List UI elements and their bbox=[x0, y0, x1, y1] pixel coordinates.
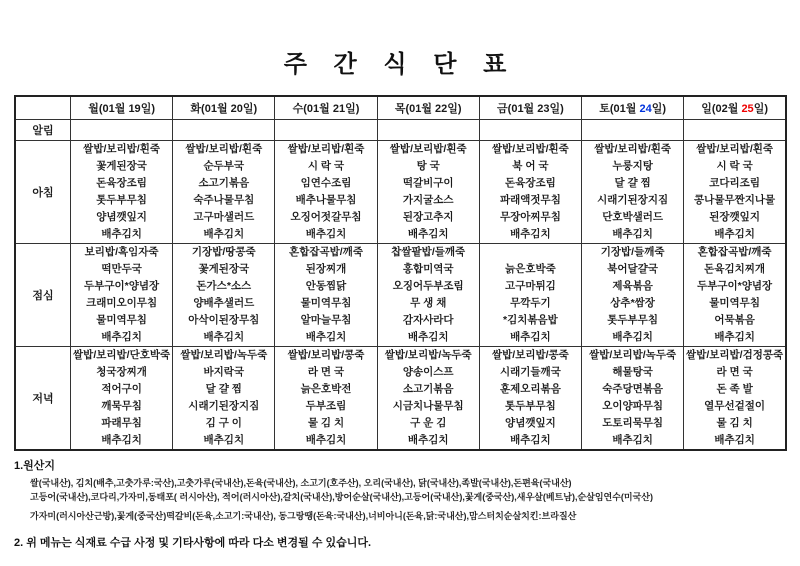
menu-item: 배추김치 bbox=[101, 331, 142, 343]
menu-item: 달 걀 찜 bbox=[614, 177, 651, 189]
menu-item: 톳두부무침 bbox=[607, 314, 658, 326]
dinner-menu-cell bbox=[582, 347, 684, 451]
menu-item: 시래기된장지짐 bbox=[597, 194, 669, 206]
menu-item: 쌀밥/보리밥/흰죽 bbox=[491, 143, 569, 155]
lunch-menu-cell bbox=[377, 244, 479, 347]
menu-item: 순두부국 bbox=[203, 160, 245, 172]
menu-item: 쌀밥/보리밥/콩죽 bbox=[491, 349, 569, 361]
footer-note: 2. 위 메뉴는 식재료 수급 사정 및 기타사항에 따라 다소 변경될 수 있습니다. bbox=[14, 537, 372, 549]
menu-item: 북어달걀국 bbox=[607, 263, 658, 275]
menu-item: 아삭이된장무침 bbox=[188, 314, 260, 326]
menu-item: 파래무침 bbox=[101, 417, 142, 429]
menu-item: 보리밥/흑임자죽 bbox=[84, 246, 159, 258]
menu-item: 숙주나물무침 bbox=[193, 194, 255, 206]
day-header-3: 수(01월 21일) bbox=[275, 96, 377, 120]
menu-item: 배추김치 bbox=[101, 228, 142, 240]
row-label-notice: 알림 bbox=[15, 120, 71, 141]
menu-item: 배추김치 bbox=[612, 228, 653, 240]
menu-item: 가지굴소스 bbox=[402, 194, 454, 206]
menu-item: 꽃게된장국 bbox=[198, 263, 250, 275]
menu-item: 고구마샐러드 bbox=[193, 211, 255, 223]
menu-item bbox=[480, 244, 581, 261]
menu-item: 열무선겉절이 bbox=[704, 400, 766, 412]
menu-item: 시래기된장지짐 bbox=[188, 400, 260, 412]
menu-item: 배추김치 bbox=[714, 331, 755, 343]
menu-item: 김 구 이 bbox=[205, 417, 242, 429]
origin-heading: 1.원산지 bbox=[14, 460, 56, 472]
menu-item: 배추김치 bbox=[612, 434, 653, 446]
menu-item: 늙은호박죽 bbox=[505, 263, 556, 275]
menu-item: 파래액젓무침 bbox=[499, 194, 561, 206]
menu-item: 배추김치 bbox=[714, 228, 755, 240]
day-date-number: 20 bbox=[230, 103, 243, 115]
day-header-7: 일(02월 25일) bbox=[684, 96, 786, 120]
lunch-menu-cell bbox=[684, 244, 786, 347]
menu-item: 구 운 김 bbox=[410, 417, 447, 429]
menu-item: 쌀밥/보리밥/흰죽 bbox=[287, 143, 365, 155]
menu-item: 깨묵무침 bbox=[101, 400, 142, 412]
menu-item: 쌀밥/보리밥/흰죽 bbox=[696, 143, 774, 155]
menu-item: 혼합잡곡밥/깨죽 bbox=[697, 246, 772, 258]
dinner-row bbox=[15, 347, 786, 451]
menu-item: 꽃게된장국 bbox=[96, 160, 147, 172]
menu-item: 오징어젓갈무침 bbox=[290, 211, 362, 223]
menu-item: 배추나물무침 bbox=[295, 194, 357, 206]
lunch-menu-cell bbox=[173, 244, 275, 347]
lunch-menu-cell bbox=[582, 244, 684, 347]
menu-item: 무 생 채 bbox=[410, 297, 447, 309]
menu-item: 시 락 국 bbox=[716, 160, 753, 172]
row-label-breakfast: 아침 bbox=[15, 141, 71, 244]
menu-item: 크래미오이무침 bbox=[86, 297, 158, 309]
menu-item: 누룽지탕 bbox=[612, 160, 653, 172]
menu-item: 양배추샐러드 bbox=[193, 297, 255, 309]
menu-item: 배추김치 bbox=[203, 228, 245, 240]
lunch-menu-cell bbox=[71, 244, 173, 347]
menu-item: 바지락국 bbox=[203, 366, 245, 378]
origin-notes bbox=[14, 457, 800, 522]
day-header-row bbox=[15, 96, 786, 120]
dinner-menu-cell bbox=[479, 347, 581, 451]
origin-line-1: 쌀(국내산), 김치(배추,고춧가루:국산),고춧가루(국내산),돈육(국내산), 소고기(호주산), 오리(국내산), 닭(국내산),족발(국내산),돈편육(국내산) bbox=[30, 478, 572, 488]
menu-item: 소고기볶음 bbox=[198, 177, 250, 189]
menu-item: 배추김치 bbox=[407, 331, 449, 343]
dinner-menu-cell bbox=[275, 347, 377, 451]
menu-item: 돈육장조림 bbox=[96, 177, 147, 189]
menu-item: 떡만두국 bbox=[101, 263, 142, 275]
menu-item: 돈육장조림 bbox=[505, 177, 556, 189]
menu-item: 쌀밥/보리밥/단호박죽 bbox=[73, 349, 171, 361]
day-header-1: 월(01월 19일) bbox=[71, 96, 173, 120]
menu-item: 홍합미역국 bbox=[402, 263, 454, 275]
menu-item: 북 어 국 bbox=[512, 160, 549, 172]
menu-item: 어묵볶음 bbox=[714, 314, 755, 326]
day-header-2: 화(01월 20일) bbox=[173, 96, 275, 120]
menu-item: 쌀밥/보리밥/녹두죽 bbox=[589, 349, 677, 361]
menu-item: 돈 족 발 bbox=[716, 383, 753, 395]
menu-item: 청국장찌개 bbox=[96, 366, 147, 378]
menu-item: 양념깻잎지 bbox=[96, 211, 147, 223]
notice-cell bbox=[377, 120, 479, 141]
breakfast-menu-cell bbox=[71, 141, 173, 244]
menu-item: 시금치나물무침 bbox=[392, 400, 464, 412]
day-date-number: 25 bbox=[741, 103, 754, 115]
menu-item: 물 김 치 bbox=[307, 417, 345, 429]
origin-line-2: 고등어(국내산),코다리,가자미,동태포( 러시아산), 적어(러시아산),갈치(국내산),방어순살(국내산),고등어(국내산),꽃게(중국산),새우살(베트남),순살임연수(미국산) bbox=[30, 492, 653, 502]
day-date-number: 21 bbox=[332, 103, 346, 115]
day-header-4: 목(01월 22일) bbox=[377, 96, 479, 120]
dinner-menu-cell bbox=[71, 347, 173, 451]
menu-item: 적어구이 bbox=[101, 383, 142, 395]
menu-item: 톳두부무침 bbox=[96, 194, 147, 206]
menu-item: 훈제오리볶음 bbox=[499, 383, 561, 395]
notice-cell bbox=[275, 120, 377, 141]
menu-item: 오이양파무침 bbox=[602, 400, 664, 412]
menu-item: 배추김치 bbox=[510, 228, 551, 240]
day-date-number: 22 bbox=[435, 103, 448, 115]
row-label-lunch: 점심 bbox=[15, 244, 71, 347]
menu-item: 두부구이*양념장 bbox=[697, 280, 773, 292]
menu-item: 떡갈비구이 bbox=[402, 177, 454, 189]
dinner-menu-cell bbox=[377, 347, 479, 451]
notice-row bbox=[15, 120, 786, 141]
menu-item: 쌀밥/보리밥/검정콩죽 bbox=[686, 349, 784, 361]
notice-cell bbox=[684, 120, 786, 141]
menu-item: 기장밥/들깨죽 bbox=[600, 246, 665, 258]
day-header-5: 금(01월 23일) bbox=[479, 96, 581, 120]
menu-item: 콩나물무짠지나물 bbox=[694, 194, 776, 206]
menu-item: 쌀밥/보리밥/흰죽 bbox=[83, 143, 161, 155]
menu-item: 시래기들깨국 bbox=[499, 366, 561, 378]
breakfast-menu-cell bbox=[275, 141, 377, 244]
menu-item: 단호박샐러드 bbox=[602, 211, 664, 223]
menu-item: 기장밥/땅콩죽 bbox=[191, 246, 256, 258]
menu-item: 오징어두부조림 bbox=[392, 280, 464, 292]
menu-item: 배추김치 bbox=[510, 434, 551, 446]
menu-item: 배추김치 bbox=[714, 434, 755, 446]
menu-item: 탕 국 bbox=[416, 160, 440, 172]
menu-item: 물미역무침 bbox=[96, 314, 147, 326]
menu-item: 돈가스*소스 bbox=[196, 280, 252, 292]
day-date-number: 19 bbox=[128, 103, 141, 115]
lunch-menu-cell bbox=[275, 244, 377, 347]
menu-item: 찹쌀팥밥/들깨죽 bbox=[391, 246, 466, 258]
menu-item: 쌀밥/보리밥/흰죽 bbox=[389, 143, 467, 155]
menu-item: 두부조림 bbox=[305, 400, 347, 412]
menu-item: 배추김치 bbox=[305, 331, 347, 343]
menu-item: 톳두부무침 bbox=[505, 400, 556, 412]
menu-item: 임연수조림 bbox=[300, 177, 352, 189]
menu-item: 쌀밥/보리밥/녹두죽 bbox=[180, 349, 268, 361]
menu-item: 알마늘무침 bbox=[300, 314, 352, 326]
menu-item: 코다리조림 bbox=[709, 177, 760, 189]
menu-item: 양념깻잎지 bbox=[505, 417, 556, 429]
menu-table bbox=[14, 95, 787, 451]
lunch-menu-cell bbox=[479, 244, 581, 347]
menu-item: 배추김치 bbox=[407, 228, 449, 240]
menu-item: 시 락 국 bbox=[307, 160, 345, 172]
menu-item: 배추김치 bbox=[203, 434, 245, 446]
menu-item: 쌀밥/보리밥/콩죽 bbox=[287, 349, 365, 361]
dinner-menu-cell bbox=[173, 347, 275, 451]
menu-item: 배추김치 bbox=[203, 331, 245, 343]
menu-item: 늙은호박전 bbox=[300, 383, 352, 395]
menu-item: 고구마튀김 bbox=[505, 280, 556, 292]
menu-item: 쌀밥/보리밥/흰죽 bbox=[594, 143, 672, 155]
breakfast-row bbox=[15, 141, 786, 244]
notice-cell bbox=[173, 120, 275, 141]
menu-item: 제육볶음 bbox=[612, 280, 653, 292]
menu-item: 숙주당면볶음 bbox=[602, 383, 664, 395]
row-label-dinner: 저녁 bbox=[15, 347, 71, 451]
menu-item: 소고기볶음 bbox=[402, 383, 454, 395]
menu-item: 상추*쌈장 bbox=[610, 297, 655, 309]
day-date-number: 24 bbox=[639, 103, 652, 115]
menu-item: 라 면 국 bbox=[307, 366, 345, 378]
notice-cell bbox=[479, 120, 581, 141]
menu-item: 두부구이*양념장 bbox=[84, 280, 160, 292]
breakfast-menu-cell bbox=[377, 141, 479, 244]
menu-item: 쌀밥/보리밥/녹두죽 bbox=[384, 349, 472, 361]
origin-line-3: 가자미(러시아산근방),꽃게(중국산)떡갈비(돈육,소고기:국내산), 동그랑땡(돈육:국내산),너비아니(돈육,닭:국내산),맘스터치순살치킨:브라질산 bbox=[30, 511, 577, 521]
menu-item: 해물탕국 bbox=[612, 366, 653, 378]
day-date-number: 23 bbox=[537, 103, 550, 115]
page-title: 주 간 식 단 표 bbox=[283, 51, 517, 78]
menu-item: 된장고추지 bbox=[402, 211, 454, 223]
day-header-6: 토(01월 24일) bbox=[582, 96, 684, 120]
menu-item: 된장찌개 bbox=[305, 263, 347, 275]
menu-item: 달 걀 찜 bbox=[205, 383, 242, 395]
menu-item: 무깍두기 bbox=[510, 297, 551, 309]
notice-cell bbox=[71, 120, 173, 141]
corner-cell bbox=[15, 96, 71, 120]
dinner-menu-cell bbox=[684, 347, 786, 451]
menu-item: 배추김치 bbox=[305, 228, 347, 240]
breakfast-menu-cell bbox=[479, 141, 581, 244]
menu-item: 안동찜닭 bbox=[305, 280, 347, 292]
menu-item: *김치볶음밥 bbox=[503, 314, 558, 326]
breakfast-menu-cell bbox=[684, 141, 786, 244]
breakfast-menu-cell bbox=[173, 141, 275, 244]
menu-item: 물미역무침 bbox=[709, 297, 760, 309]
menu-item: 쌀밥/보리밥/흰죽 bbox=[185, 143, 263, 155]
menu-item: 감자사라다 bbox=[402, 314, 454, 326]
breakfast-menu-cell bbox=[582, 141, 684, 244]
lunch-row bbox=[15, 244, 786, 347]
menu-item: 배추김치 bbox=[101, 434, 142, 446]
menu-item: 도토리묵무침 bbox=[602, 417, 664, 429]
menu-item: 배추김치 bbox=[305, 434, 347, 446]
menu-item: 배추김치 bbox=[612, 331, 653, 343]
menu-item: 양송이스프 bbox=[402, 366, 454, 378]
notice-cell bbox=[582, 120, 684, 141]
menu-item: 물 김 치 bbox=[716, 417, 753, 429]
menu-item: 혼합잡곡밥/깨죽 bbox=[289, 246, 363, 258]
menu-item: 배추김치 bbox=[510, 331, 551, 343]
menu-item: 물미역무침 bbox=[300, 297, 352, 309]
origin-lines bbox=[30, 478, 800, 522]
menu-item: 라 면 국 bbox=[716, 366, 753, 378]
menu-item: 무장아찌무침 bbox=[499, 211, 561, 223]
menu-item: 돈육김치찌개 bbox=[704, 263, 766, 275]
menu-item: 된장깻잎지 bbox=[709, 211, 760, 223]
menu-item: 배추김치 bbox=[407, 434, 449, 446]
